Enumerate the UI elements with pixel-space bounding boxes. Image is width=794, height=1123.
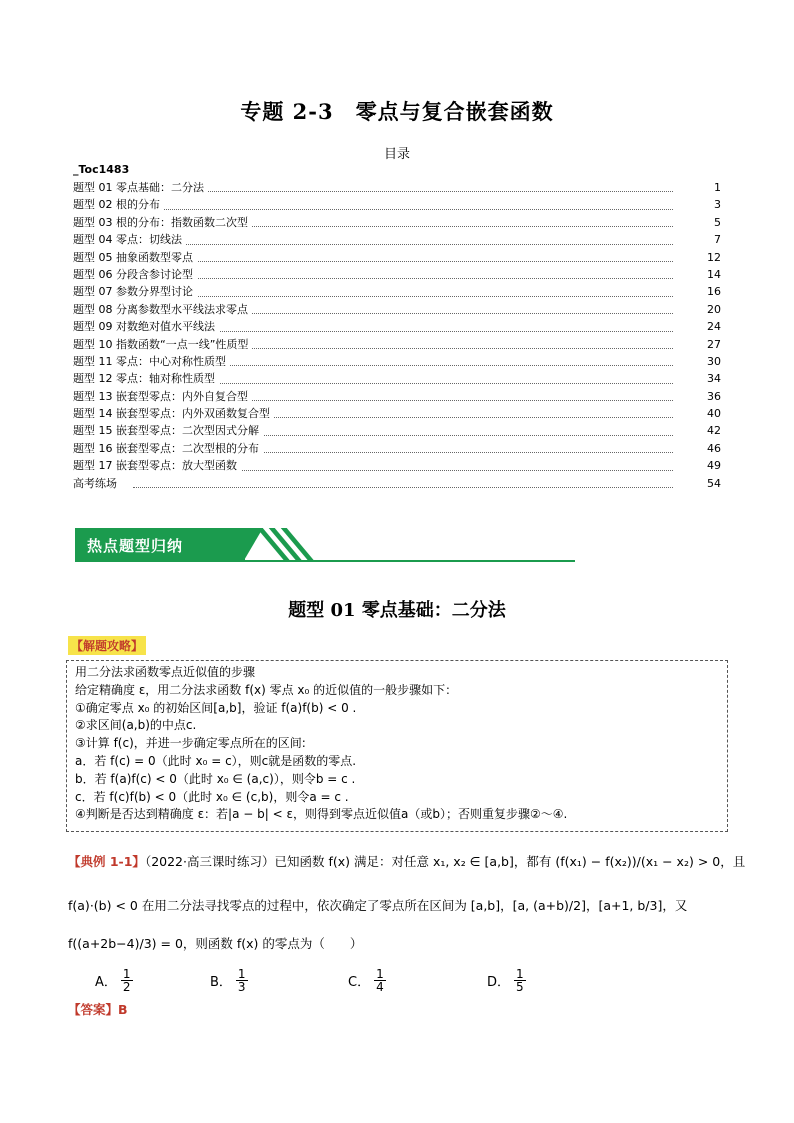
toc-entry-label: 题型 01 零点基础：二分法 (73, 179, 208, 196)
example-line-1 (68, 852, 745, 870)
toc-entry-page: 34 (703, 370, 721, 387)
toc-entry-label: 题型 16 嵌套型零点：二次型根的分布 (73, 440, 263, 457)
toc-entry[interactable] (73, 214, 721, 231)
toc-entry-page: 49 (703, 457, 721, 474)
banner-text: 热点题型归纳 (87, 537, 184, 555)
toc-entry[interactable] (73, 231, 721, 248)
toc-entry-page: 1 (710, 179, 721, 196)
option-numerator: 1 (122, 967, 131, 981)
toc-entry[interactable] (73, 318, 721, 335)
banner-underline (75, 560, 575, 562)
toc-entry[interactable] (73, 440, 721, 457)
option-c[interactable] (348, 968, 386, 993)
toc-entry-label: 高考练场 (73, 475, 121, 492)
toc-heading: 目录 (383, 147, 410, 162)
toc-entry-page: 40 (703, 405, 721, 422)
toc-entry-page: 36 (703, 388, 721, 405)
box-line: ④判断是否达到精确度 ε：若|a − b| < ε，则得到零点近似值a（或b）；否则重复步骤②～④. (75, 807, 568, 822)
toc-entry-label: 题型 11 零点：中心对称性质型 (73, 353, 230, 370)
option-denominator: 5 (516, 980, 524, 994)
option-numerator: 1 (516, 967, 524, 981)
toc-entry-page: 24 (703, 318, 721, 335)
option-a[interactable] (95, 968, 133, 993)
option-letter: B． (210, 975, 232, 990)
option-letter: A． (95, 975, 117, 990)
toc-entry-label: 题型 15 嵌套型零点：二次型因式分解 (73, 422, 263, 439)
toc-entry-page: 7 (710, 231, 721, 248)
toc-entry-page: 42 (703, 422, 721, 439)
toc-entry[interactable] (73, 266, 721, 283)
option-b[interactable] (210, 968, 248, 993)
answer-options (95, 968, 655, 998)
box-line: a．若 f(c) = 0（此时 x₀ = c），则c就是函数的零点. (75, 753, 357, 768)
toc-entry[interactable] (73, 196, 721, 213)
section-title: 题型 01 零点基础：二分法 (288, 600, 506, 621)
example-text: （2022·高三课时练习）已知函数 f(x) 满足：对任意 x₁, x₂ ∈ [a,b]，都有 (f(x₁) − f(x₂))/(x₁ − x₂) > 0，且 (144, 854, 746, 869)
answer-value: B (118, 1002, 128, 1017)
toc-entry[interactable] (73, 388, 721, 405)
tip-tag: 【解题攻略】 (68, 636, 146, 655)
toc-entry-label: 题型 13 嵌套型零点：内外自复合型 (73, 388, 252, 405)
toc-entry-label: 题型 05 抽象函数型零点 (73, 249, 197, 266)
toc-entry-label: 题型 09 对数绝对值水平线法 (73, 318, 219, 335)
toc-entry-page: 14 (703, 266, 721, 283)
toc-entry-label: 题型 07 参数分界型讨论 (73, 283, 197, 300)
option-denominator: 4 (376, 980, 384, 994)
toc-entry-page: 16 (703, 283, 721, 300)
toc-entry-page: 27 (703, 336, 721, 353)
toc-entry-page: 30 (703, 353, 721, 370)
answer-tag: 【答案】 (68, 1002, 119, 1017)
toc-entry[interactable] (73, 475, 721, 492)
toc-entry-page: 20 (703, 301, 721, 318)
toc-entry[interactable] (73, 179, 721, 196)
banner-triangle (243, 528, 263, 562)
toc-entry[interactable] (73, 422, 721, 439)
section-banner (75, 528, 575, 562)
toc-entry-page: 54 (703, 475, 721, 492)
example-tag: 【典例 1-1】 (68, 854, 145, 869)
toc-entry-label: 题型 06 分段含参讨论型 (73, 266, 197, 283)
toc-entry-label: 题型 08 分离参数型水平线法求零点 (73, 301, 252, 318)
box-line: 给定精确度 ε，用二分法求函数 f(x) 零点 x₀ 的近似值的一般步骤如下： (75, 682, 458, 697)
example-line-2: f(a)·(b) < 0 在用二分法寻找零点的过程中，依次确定了零点所在区间为 [a,b]，[a, (a+b)/2]，[a+1, b/3]，又 (68, 898, 688, 913)
toc-entry-label: 题型 17 嵌套型零点：放大型函数 (73, 457, 241, 474)
option-numerator: 1 (237, 967, 246, 981)
toc-entry[interactable] (73, 405, 721, 422)
option-letter: C． (348, 975, 371, 990)
toc-entry-page: 5 (710, 214, 721, 231)
toc-entry-label: 题型 03 根的分布：指数函数二次型 (73, 214, 252, 231)
box-line: b．若 f(a)f(c) < 0（此时 x₀ ∈ (a,c)），则令b = c . (75, 771, 356, 786)
box-line: 用二分法求函数零点近似值的步骤 (75, 665, 256, 679)
table-of-contents (73, 179, 721, 492)
example-line-3: f((a+2b−4)/3) = 0，则函数 f(x) 的零点为（ ） (68, 936, 363, 951)
toc-entry[interactable] (73, 301, 721, 318)
box-line: ①确定零点 x₀ 的初始区间[a,b]，验证 f(a)f(b) < 0 . (75, 700, 357, 715)
toc-anchor: _Toc1483 (73, 163, 130, 176)
box-line: c．若 f(c)f(b) < 0（此时 x₀ ∈ (c,b)，则令a = c . (75, 789, 349, 804)
page-title: 专题 2-3 零点与复合嵌套函数 (240, 99, 554, 124)
option-denominator: 2 (122, 980, 131, 994)
toc-entry[interactable] (73, 353, 721, 370)
option-denominator: 3 (237, 980, 246, 994)
method-box (66, 660, 728, 832)
option-letter: D． (487, 975, 511, 990)
option-numerator: 1 (376, 967, 384, 981)
toc-entry-page: 3 (710, 196, 721, 213)
toc-entry-label: 题型 02 根的分布 (73, 196, 164, 213)
toc-entry[interactable] (73, 283, 721, 300)
toc-entry-label: 题型 14 嵌套型零点：内外双函数复合型 (73, 405, 274, 422)
toc-entry-page: 12 (703, 249, 721, 266)
toc-entry-label: 题型 10 指数函数“一点一线”性质型 (73, 336, 252, 353)
option-d[interactable] (487, 968, 526, 993)
box-line: ②求区间(a,b)的中点c. (75, 718, 197, 733)
toc-entry[interactable] (73, 336, 721, 353)
toc-entry-label: 题型 04 零点：切线法 (73, 231, 186, 248)
toc-entry[interactable] (73, 249, 721, 266)
box-line: ③计算 f(c)，并进一步确定零点所在的区间: (75, 736, 306, 751)
answer-line (68, 1000, 128, 1018)
toc-entry[interactable] (73, 457, 721, 474)
toc-entry-label: 题型 12 零点：轴对称性质型 (73, 370, 219, 387)
toc-entry[interactable] (73, 370, 721, 387)
toc-entry-page: 46 (703, 440, 721, 457)
